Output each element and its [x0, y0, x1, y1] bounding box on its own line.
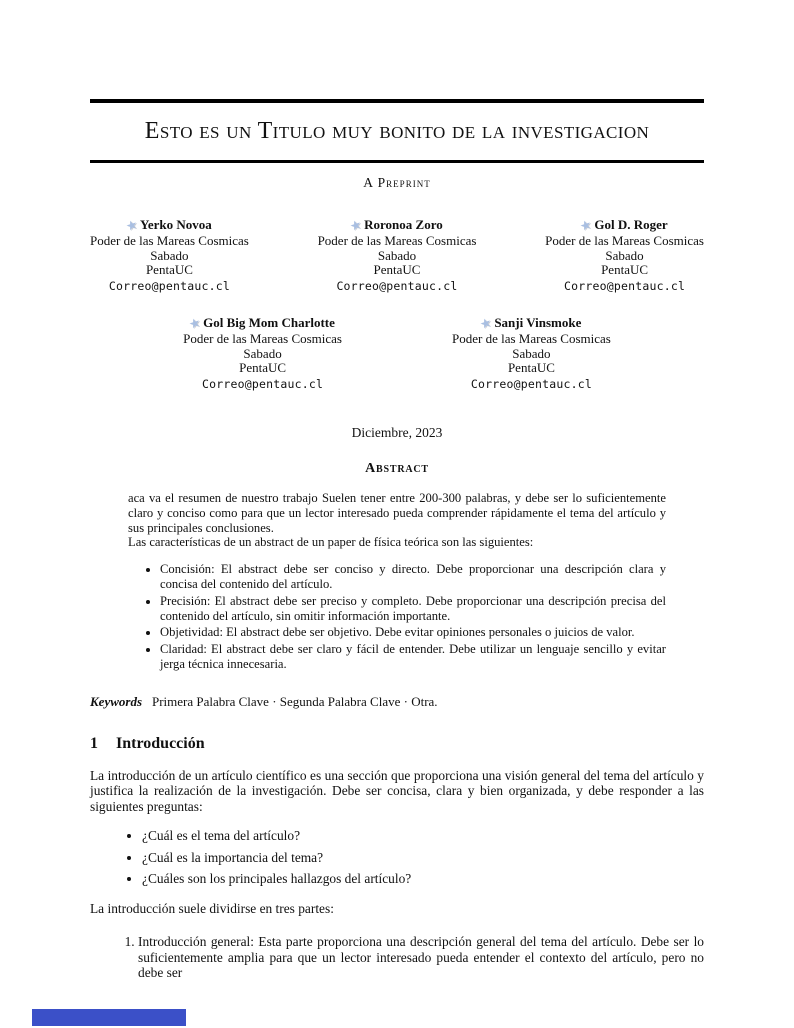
abstract-body — [128, 491, 666, 550]
author-affiliation: Poder de las Mareas Cosmicas — [317, 233, 477, 248]
author-group: Sabado — [150, 247, 189, 263]
section-heading-introduction — [90, 734, 704, 754]
keywords-line — [90, 694, 704, 710]
author-name: Gol Big Mom Charlotte — [203, 315, 335, 330]
section-number: 1 — [90, 734, 98, 752]
abstract-paragraph-1: aca va el resumen de nuestro trabajo Suelen tener entre 200-300 palabras, y debe ser lo suficientemente claro y conciso como para que un lector interesado pueda comprender rápidamente el tema del artículo y sus principales conclusiones. — [128, 491, 666, 535]
introduction-bullet: • ¿Cuál es el tema del artículo? — [142, 828, 704, 844]
introduction-paragraph-1: La introducción de un artículo científico es una sección que proporciona una visión general del tema del artículo y justifica la realización de la investigación. Debe ser concisa, clara y bien organizada, y debe responder a las siguientes preguntas: — [90, 767, 704, 814]
introduction-bullet-list — [90, 828, 704, 887]
star-icon: ★ — [349, 218, 363, 234]
top-margin — [0, 0, 794, 99]
abstract-bullet: • Precisión: El abstract debe ser preciso y completo. Debe proporcionar una descripción precisa del contenido del artículo, sin omitir información importante. — [160, 594, 666, 624]
abstract-heading: Abstract — [365, 461, 429, 476]
author-email: Correo@pentauc.cl — [202, 376, 324, 391]
author-institution: PentaUC — [145, 262, 193, 277]
author-block — [318, 217, 477, 293]
author-affiliation: Poder de las Mareas Cosmicas — [90, 233, 249, 248]
publication-date: Diciembre, 2023 — [351, 425, 443, 440]
abstract-paragraph-2: Las características de un abstract de un paper de física teórica son las siguientes: — [128, 535, 534, 550]
author-affiliation: Poder de las Mareas Cosmicas — [452, 331, 611, 346]
star-icon: ★ — [188, 316, 202, 332]
section-title: Introducción — [116, 734, 205, 752]
abstract-bullet: • Claridad: El abstract debe ser claro y fácil de entender. Debe utilizar un lenguaje sencillo y evitar jerga técnica innecesaria. — [160, 642, 666, 672]
author-group: Sabado — [243, 345, 282, 361]
author-group: Sabado — [605, 247, 644, 263]
preprint-label: A Preprint — [363, 175, 431, 190]
author-block — [452, 315, 611, 391]
keywords-label: Keywords — [90, 693, 142, 709]
author-affiliation: Poder de las Mareas Cosmicas — [545, 233, 704, 248]
paper-title: Esto es un Titulo muy bonito de la investigacion — [144, 118, 650, 144]
introduction-paragraph-2: La introducción suele dividirse en tres partes: — [90, 900, 334, 916]
author-name: Roronoa Zoro — [364, 217, 443, 232]
star-icon: ★ — [479, 316, 493, 332]
author-name: Yerko Novoa — [139, 217, 212, 232]
author-institution: PentaUC — [507, 360, 555, 375]
author-email: Correo@pentauc.cl — [564, 278, 686, 293]
author-group: Sabado — [512, 345, 551, 361]
star-icon: ★ — [125, 218, 139, 234]
introduction-bullet: • ¿Cuáles son los principales hallazgos del artículo? — [142, 871, 704, 887]
footer-accent-bar — [32, 1009, 186, 1026]
authors-row-1 — [90, 217, 704, 293]
star-icon: ★ — [579, 218, 593, 234]
author-institution: PentaUC — [373, 262, 421, 277]
author-block — [90, 217, 249, 293]
author-email: Correo@pentauc.cl — [336, 278, 458, 293]
introduction-numbered-list — [90, 934, 704, 981]
author-name: Sanji Vinsmoke — [494, 315, 582, 330]
author-name: Gol D. Roger — [594, 217, 668, 232]
author-email: Correo@pentauc.cl — [470, 376, 592, 391]
introduction-numbered-item: 1. Introducción general: Esta parte proporciona una descripción general del tema del artículo. Debe ser lo suficientemente amplia para que un lector interesado pueda entender el contexto del artículo, pero no debe ser — [138, 934, 704, 981]
author-email: Correo@pentauc.cl — [108, 278, 230, 293]
author-block — [545, 217, 704, 293]
paper-content — [0, 99, 794, 981]
author-affiliation: Poder de las Mareas Cosmicas — [183, 331, 342, 346]
author-institution: PentaUC — [239, 360, 287, 375]
authors-row-2 — [90, 315, 704, 391]
author-block — [183, 315, 342, 391]
abstract-bullet: • Concisión: El abstract debe ser conciso y directo. Debe proporcionar una descripción clara y concisa del contenido del artículo. — [160, 562, 666, 592]
keywords-text: Primera Palabra Clave · Segunda Palabra Clave · Otra. — [152, 693, 438, 709]
abstract-bullet: • Objetividad: El abstract debe ser objetivo. Debe evitar opiniones personales o juicios de valor. — [160, 625, 666, 640]
author-group: Sabado — [377, 247, 417, 263]
introduction-bullet: • ¿Cuál es la importancia del tema? — [142, 850, 704, 866]
author-institution: PentaUC — [601, 262, 649, 277]
abstract-bullet-list — [128, 562, 666, 672]
title-rule-bottom — [90, 160, 704, 163]
